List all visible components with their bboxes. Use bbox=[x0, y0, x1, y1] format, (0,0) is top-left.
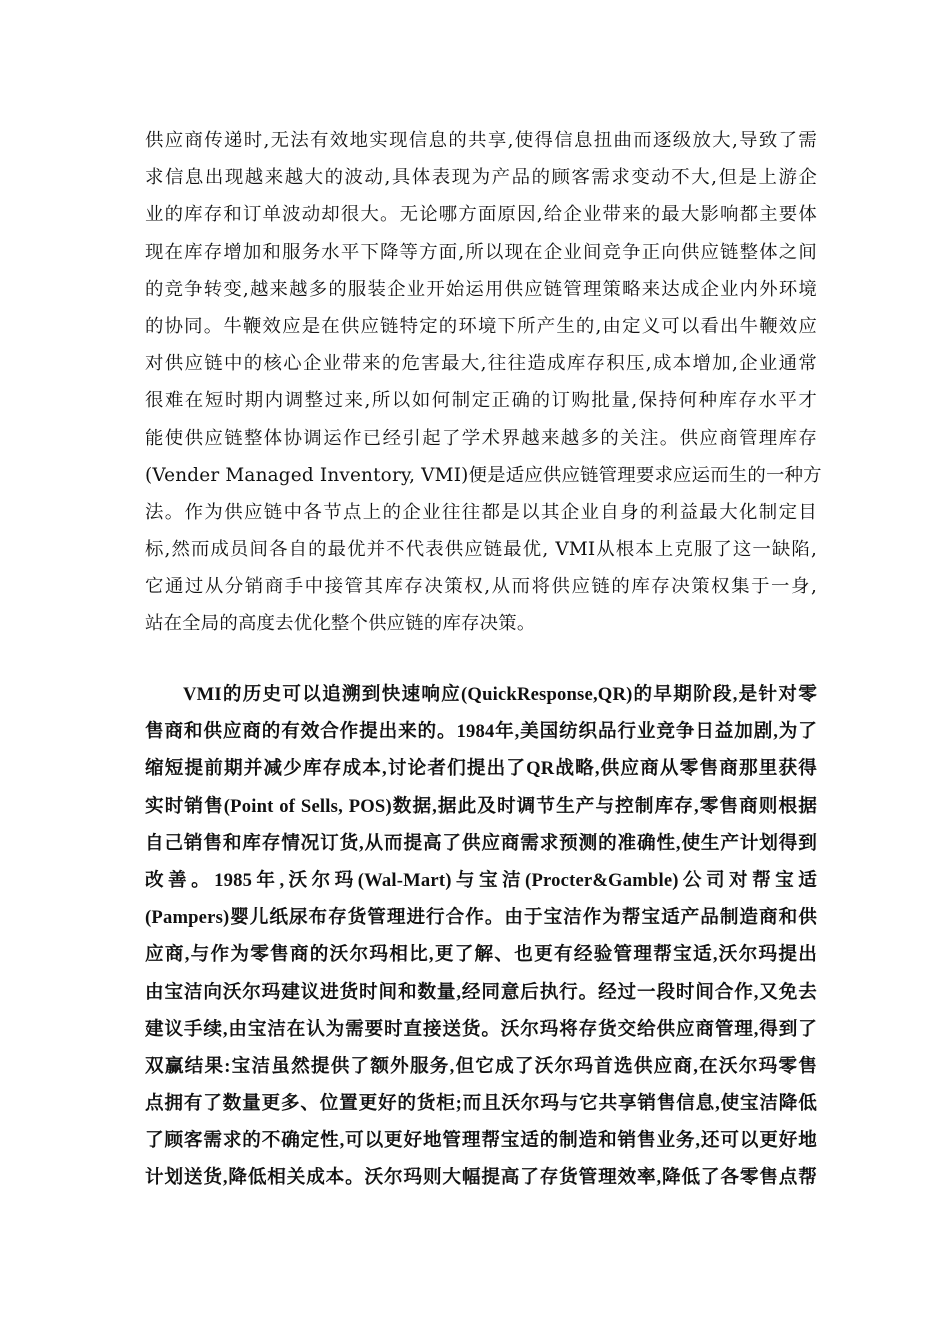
text-line: 双赢结果:宝洁虽然提供了额外服务,但它成了沃尔玛首选供应商,在沃尔玛零售 bbox=[145, 1055, 817, 1077]
text-line: 它通过从分销商手中接管其库存决策权,从而将供应链的库存决策权集于一身, bbox=[145, 576, 817, 598]
text-line: 由宝洁向沃尔玛建议进货时间和数量,经同意后执行。经过一段时间合作,又免去 bbox=[145, 981, 817, 1003]
text-line: 了顾客需求的不确定性,可以更好地管理帮宝适的制造和销售业务,还可以更好地 bbox=[145, 1130, 817, 1152]
text-line: 缩短提前期并减少库存成本,讨论者们提出了QR战略,供应商从零售商那里获得 bbox=[145, 758, 817, 780]
paragraph-2 bbox=[145, 676, 817, 1197]
text-line: 站在全局的高度去优化整个供应链的库存决策。 bbox=[145, 613, 536, 635]
text-line: 对供应链中的核心企业带来的危害最大,往往造成库存积压,成本增加,企业通常 bbox=[145, 353, 817, 375]
text-line: 实时销售(Point of Sells, POS)数据,据此及时调节生产与控制库存,零售商则根据 bbox=[145, 795, 817, 817]
text-line: 的协同。牛鞭效应是在供应链特定的环境下所产生的,由定义可以看出牛鞭效应 bbox=[145, 315, 817, 337]
text-line: 供应商传递时,无法有效地实现信息的共享,使得信息扭曲而逐级放大,导致了需 bbox=[145, 130, 817, 151]
text-line: 很难在短时期内调整过来,所以如何制定正确的订购批量,保持何种库存水平才 bbox=[145, 390, 817, 412]
text-line: 的竞争转变,越来越多的服装企业开始运用供应链管理策略来达成企业内外环境 bbox=[145, 278, 817, 300]
paragraph-1 bbox=[145, 122, 822, 643]
text-line: 应商,与作为零售商的沃尔玛相比,更了解、也更有经验管理帮宝适,沃尔玛提出 bbox=[145, 944, 817, 966]
text-line: VMI的历史可以追溯到快速响应(QuickResponse,QR)的早期阶段,是针对零 bbox=[183, 684, 817, 705]
text-line: 标,然而成员间各自的最优并不代表供应链最优, VMI从根本上克服了这一缺陷, bbox=[145, 539, 817, 561]
text-line: 能使供应链整体协调运作已经引起了学术界越来越多的关注。供应商管理库存 bbox=[145, 427, 817, 449]
text-line: 自己销售和库存情况订货,从而提高了供应商需求预测的准确性,使生产计划得到 bbox=[145, 832, 817, 854]
text-line: 售商和供应商的有效合作提出来的。1984年,美国纺织品行业竞争日益加剧,为了 bbox=[145, 721, 817, 743]
text-line: 建议手续,由宝洁在认为需要时直接送货。沃尔玛将存货交给供应商管理,得到了 bbox=[145, 1018, 817, 1040]
text-line: 改善。1985年,沃尔玛(Wal-Mart)与宝洁(Procter&Gamble)公司对帮宝适 bbox=[145, 869, 817, 891]
text-line: 业的库存和订单波动却很大。无论哪方面原因,给企业带来的最大影响都主要体 bbox=[145, 204, 817, 226]
text-line: 求信息出现越来越大的波动,具体表现为产品的顾客需求变动不大,但是上游企 bbox=[145, 167, 817, 189]
text-line: 点拥有了数量更多、位置更好的货柜;而且沃尔玛与它共享销售信息,使宝洁降低 bbox=[145, 1093, 817, 1115]
text-line: (Vender Managed Inventory, VMI)便是适应供应链管理要求应运而生的一种方 bbox=[145, 464, 822, 486]
text-line: 法。作为供应链中各节点上的企业往往都是以其企业自身的利益最大化制定目 bbox=[145, 501, 817, 523]
text-line: 计划送货,降低相关成本。沃尔玛则大幅提高了存货管理效率,降低了各零售点帮 bbox=[145, 1167, 817, 1189]
text-line: (Pampers)婴儿纸尿布存货管理进行合作。由于宝洁作为帮宝适产品制造商和供 bbox=[145, 907, 817, 929]
text-line: 现在库存增加和服务水平下降等方面,所以现在企业间竞争正向供应链整体之间 bbox=[145, 241, 817, 263]
